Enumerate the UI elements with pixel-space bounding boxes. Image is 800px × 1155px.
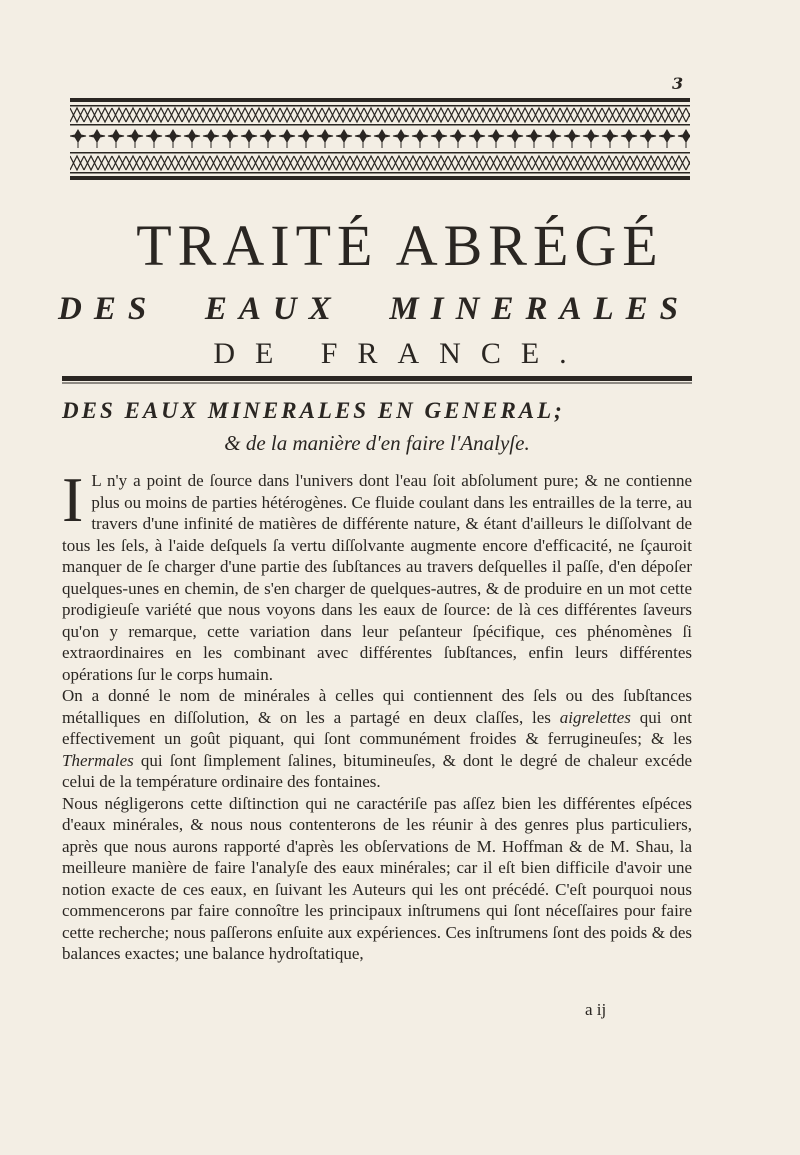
subtitle-word: DES	[58, 291, 159, 327]
main-title: TRAITÉ ABRÉGÉ	[136, 213, 664, 278]
paragraph-1: I L n'y a point de ſource dans l'univers dont l'eau ſoit abſolument pure; & ne contienne plus ou moins de parties hétérogènes. Ce fluide coulant dans les entrailles de la terre, au travers d'une infinité de matières de différente nature, & étant d'ailleurs le diſſolvant de tous les ſels, à l'aide deſquels ſa vertu diſſolvante augmente encore d'efficacité, ne ſçauroit manquer de ſe charger d'une partie des ſubſtances au travers deſquelles il paſſe, d'en dépoſer quelques-unes en chemin, de s'en charger de quelques-autres, & de produire en un mot cette prodigieuſe variété que nous voyons dans les eaux de ſource: de là ces différentes ſaveurs qu'on y remarque, cette variation dans leur peſanteur ſpécifique, ces phénomènes ſi extraordinaires en les combinant avec différentes ſubſtances, enfin leurs différentes opérations ſur le corps humain.	[62, 464, 692, 684]
section-subheading: & de la manière d'en faire l'Analyſe.	[224, 431, 530, 455]
section-rule	[62, 375, 692, 385]
subtitle-country: DE FRANCE.	[213, 337, 587, 370]
term-thermales: Thermales	[62, 750, 134, 770]
drop-cap: I	[62, 464, 84, 535]
catchword: a ij	[585, 1000, 607, 1019]
page-number: 3	[672, 74, 684, 93]
paragraph-3: Nous négligerons cette diſtinction qui ne caractériſe pas aſſez bien les différentes eſpéces d'eaux minérales, & nous nous contenterons de les réunir à des genres plus particuliers, après que nous aurons rapporté d'après les obſervations de M. Hoffman & de M. Shau, la meilleure manière de faire l'analyſe des eaux minérales; car il eſt bien difficile d'avoir une notion exacte de ces eaux, en ſuivant les Auteurs qui les ont précédé. C'eſt pourquoi nous commencerons par faire connoître les principaux inſtrumens qui ſont néceſſaires pour faire cette recherche; nous paſſerons enſuite aux expériences. Ces inſtrumens ſont des poids & des balances exactes; une balance hydroſtatique,	[62, 793, 692, 963]
subtitle	[58, 291, 690, 328]
subtitle-word: EAUX	[204, 291, 343, 327]
decorative-headpiece	[70, 96, 690, 184]
body-text	[62, 464, 692, 965]
section-heading: DES EAUX MINERALES EN GENERAL;	[62, 398, 565, 423]
subtitle-word: MINERALES	[389, 291, 690, 327]
paragraph-2: On a donné le nom de minérales à celles qui contiennent des ſels ou des ſubſtances métalliques en diſſolution, & on les a partagé en deux claſſes, les aigrelettes qui ont effectivement un goût piquant, qui ſont communément froides & ferrugineuſes; & les Thermales qui ſont ſimplement ſalines, bitumineuſes, & dont le degré de chaleur excéde celui de la température ordinaire des fontaines.	[62, 686, 692, 791]
term-aigrelettes: aigrelettes	[559, 707, 631, 727]
